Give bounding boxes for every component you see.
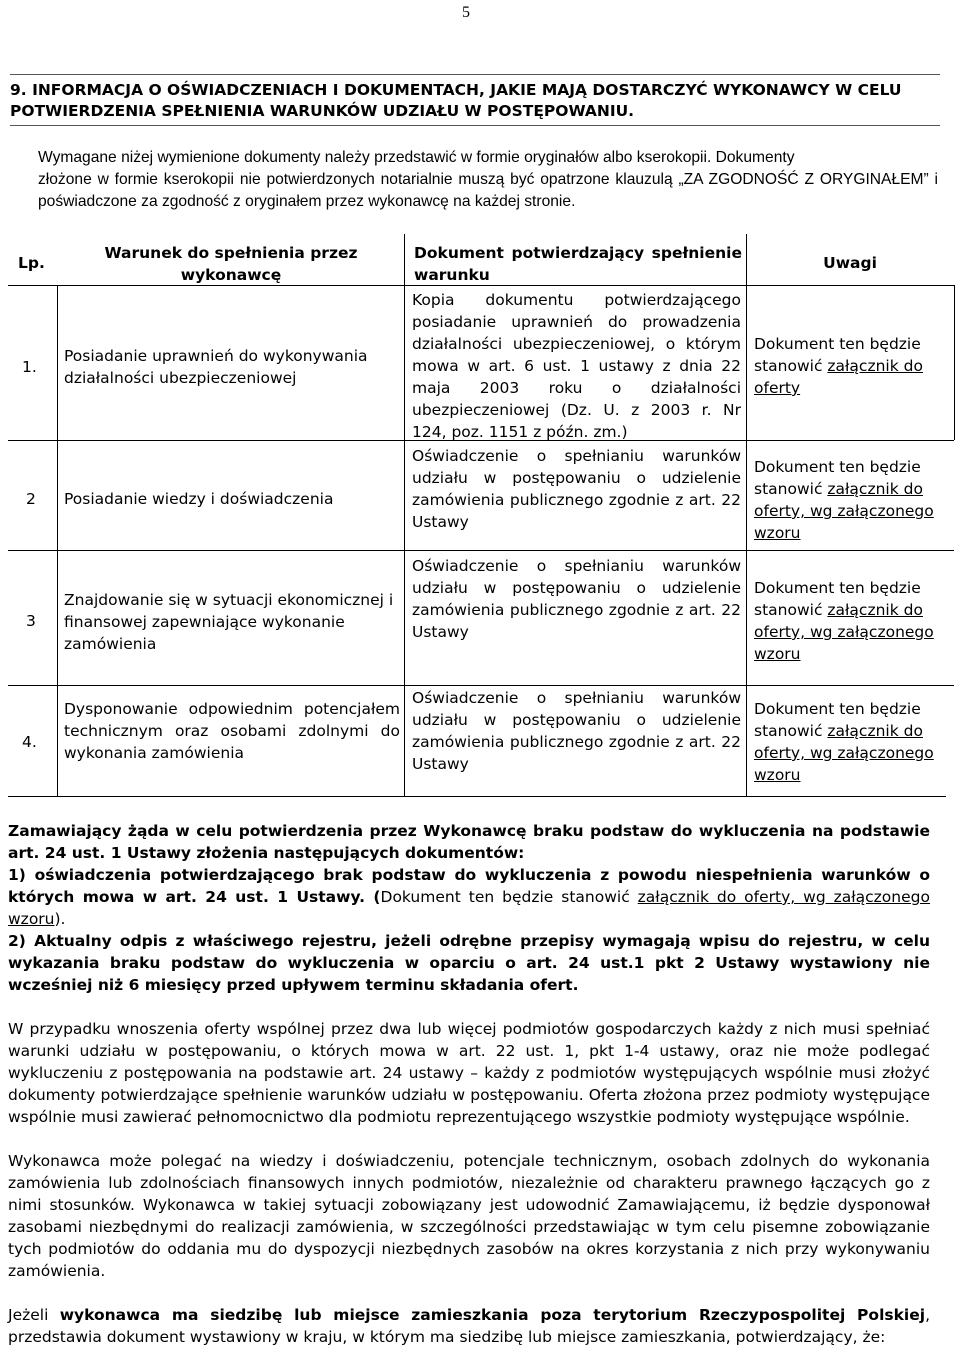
- row-1-notes-text: Dokument ten będzie stanowić: [754, 335, 921, 375]
- row-1-notes: [754, 333, 950, 399]
- demand-item-1-paren: (: [365, 888, 381, 906]
- row-2-notes: [754, 456, 944, 544]
- row-1-document: Kopia dokumentu potwierdzającego posiadanie uprawnień do prowadzenia działalności ubezpieczeniowej, o którym mowa w art. 6 ust. 1 ustawy z dnia 22 maja 2003 roku o działalności ubezpieczeniowej (Dz. U. z 2003 r. Nr 124, poz. 1151 z późn. zm.): [412, 291, 741, 441]
- section-heading: 9. INFORMACJA O OŚWIADCZENIACH I DOKUMENTACH, JAKIE MAJĄ DOSTARCZYĆ WYKONAWCY W CELU POTWIERDZENIA SPEŁNIENIA WARUNKÓW UDZIAŁU W POSTĘPOWANIU.: [10, 74, 940, 126]
- demand-item-1-title: 1) oświadczenia potwierdzającego brak podstaw do wykluczenia z powodu niespełnienia warunków o których mowa w art. 24 ust. 1 Ustawy.: [8, 866, 930, 906]
- row-4-notes-text: Dokument ten będzie stanowić: [754, 700, 921, 740]
- intro-line-1: Wymagane niżej wymienione dokumenty należy przedstawić w formie oryginałów albo kserokopii. Dokumenty: [38, 149, 795, 166]
- row-3-condition: Znajdowanie się w sytuacji ekonomicznej i finansowej zapewniające wykonanie zamówienia: [64, 591, 394, 653]
- header-lp: Lp.: [18, 254, 45, 272]
- third-party-resources-paragraph: Wykonawca może polegać na wiedzy i doświadczeniu, potencjale technicznym, osobach zdolnych do wykonania zamówienia lub zdolnościach finansowych innych podmiotów, niezależnie od charakteru prawnego łączących go z nimi stosunków. Wykonawca w takiej sytuacji zobowiązany jest udowodnić Zamawiającemu, iż będzie dysponował zasobami niezbędnymi do realizacji zamówienia, w szczególności przedstawiając w tym celu pisemne zobowiązanie tych podmiotów do oddania mu do dyspozycji niezbędnych zasobów na okres korzystania z nich przy wykonywaniu zamówienia.: [8, 1152, 930, 1280]
- demand-intro: Zamawiający żąda w celu potwierdzenia przez Wykonawcę braku podstaw do wykluczenia na podstawie art. 24 ust. 1 Ustawy złożenia następujących dokumentów:: [8, 822, 930, 862]
- intro-text: złożone w formie kserokopii nie potwierdzonych notarialnie muszą być opatrzone klauzulą „ZA ZGODNOŚĆ Z ORYGINAŁEM” i poświadczone za zgodność z oryginałem przez wykonawcę na każdej stronie.: [38, 171, 938, 210]
- row-4-notes-attachment: załącznik do oferty, wg załączonego wzoru: [754, 722, 934, 784]
- page-number: 5: [462, 4, 470, 21]
- row-4-lp: 4.: [22, 733, 37, 751]
- header-condition: Warunek do spełnienia przez wykonawcę: [104, 244, 358, 284]
- row-2-notes-attachment: załącznik do oferty, wg załączonego wzoru: [754, 480, 934, 542]
- demand-item-2: 2) Aktualny odpis z właściwego rejestru, jeżeli odrębne przepisy wymagają wpisu do rejestru, w celu wykazania braku podstaw do wykluczenia w oparciu o art. 24 ust.1 pkt 2 Ustawy wystawiony nie wcześniej niż 6 miesięcy przed upływem terminu składania ofert.: [8, 932, 930, 994]
- row-2-notes-text: Dokument ten będzie stanowić: [754, 458, 921, 498]
- row-2-condition: Posiadanie wiedzy i doświadczenia: [64, 490, 334, 508]
- demand-item-1-attachment: załącznik do oferty, wg załączonego wzoru: [8, 888, 930, 928]
- foreign-contractor-emphasis: wykonawca ma siedzibę lub miejsce zamieszkania poza terytorium Rzeczypospolitej Polskiej: [59, 1306, 926, 1324]
- table-border: [8, 796, 946, 797]
- row-3-notes: [754, 577, 944, 665]
- table-border: [954, 285, 955, 440]
- row-1-condition: Posiadanie uprawnień do wykonywania działalności ubezpieczeniowej: [64, 347, 368, 387]
- table-border: [8, 685, 954, 686]
- demand-item-1: [8, 864, 930, 930]
- table-border: [8, 550, 954, 551]
- row-3-lp: 3: [26, 612, 36, 630]
- table-border: [404, 234, 405, 796]
- row-1-notes-attachment: załącznik do oferty: [754, 357, 923, 397]
- demand-item-1-close: ).: [54, 910, 66, 928]
- table-border: [746, 234, 747, 796]
- foreign-contractor-paragraph: [8, 1304, 930, 1348]
- joint-offer-paragraph: W przypadku wnoszenia oferty wspólnej przez dwa lub więcej podmiotów gospodarczych każdy z nich musi spełniać warunki udziału w postępowaniu, o których mowa w art. 22 ust. 1, pkt 1-4 ustawy, oraz nie może podlegać wykluczeniu z postępowania na podstawie art. 24 ustawy – każdy z podmiotów występujących wspólnie musi złożyć dokumenty potwierdzające spełnienie warunków udziału w postępowaniu. Oferta złożona przez podmioty występujące wspólnie musi zawierać pełnomocnictwo dla podmiotu reprezentującego wszystkie podmioty występujące wspólnie.: [8, 1020, 930, 1126]
- header-document: Dokument potwierdzający spełnienie warunku: [414, 244, 742, 284]
- row-2-document: Oświadczenie o spełnianiu warunków udziału w postępowaniu o udzielenie zamówienia publicznego zgodnie z art. 22 Ustawy: [412, 447, 741, 531]
- demand-item-1-note: Dokument ten będzie stanowić: [380, 888, 638, 906]
- row-3-notes-text: Dokument ten będzie stanowić: [754, 579, 921, 619]
- row-4-condition: Dysponowanie odpowiednim potencjałem technicznym oraz osobami zdolnymi do wykonania zamówienia: [64, 700, 400, 762]
- row-3-notes-attachment: załącznik do oferty, wg załączonego wzoru: [754, 601, 934, 663]
- foreign-contractor-lead: Jeżeli: [8, 1306, 60, 1324]
- row-4-document: Oświadczenie o spełnianiu warunków udziału w postępowaniu o udzielenie zamówienia publicznego zgodnie z art. 22 Ustawy: [412, 689, 741, 773]
- header-notes: Uwagi: [823, 254, 877, 272]
- foreign-contractor-rest: , przedstawia dokument wystawiony w kraju, w którym ma siedzibę lub miejsce zamieszkania, potwierdzający, że:: [8, 1306, 930, 1346]
- row-2-lp: 2: [26, 490, 36, 508]
- row-4-notes: [754, 698, 944, 786]
- row-3-document: Oświadczenie o spełnianiu warunków udziału w postępowaniu o udzielenie zamówienia publicznego zgodnie z art. 22 Ustawy: [412, 557, 741, 641]
- table-border: [57, 285, 58, 796]
- row-1-lp: 1.: [22, 358, 37, 376]
